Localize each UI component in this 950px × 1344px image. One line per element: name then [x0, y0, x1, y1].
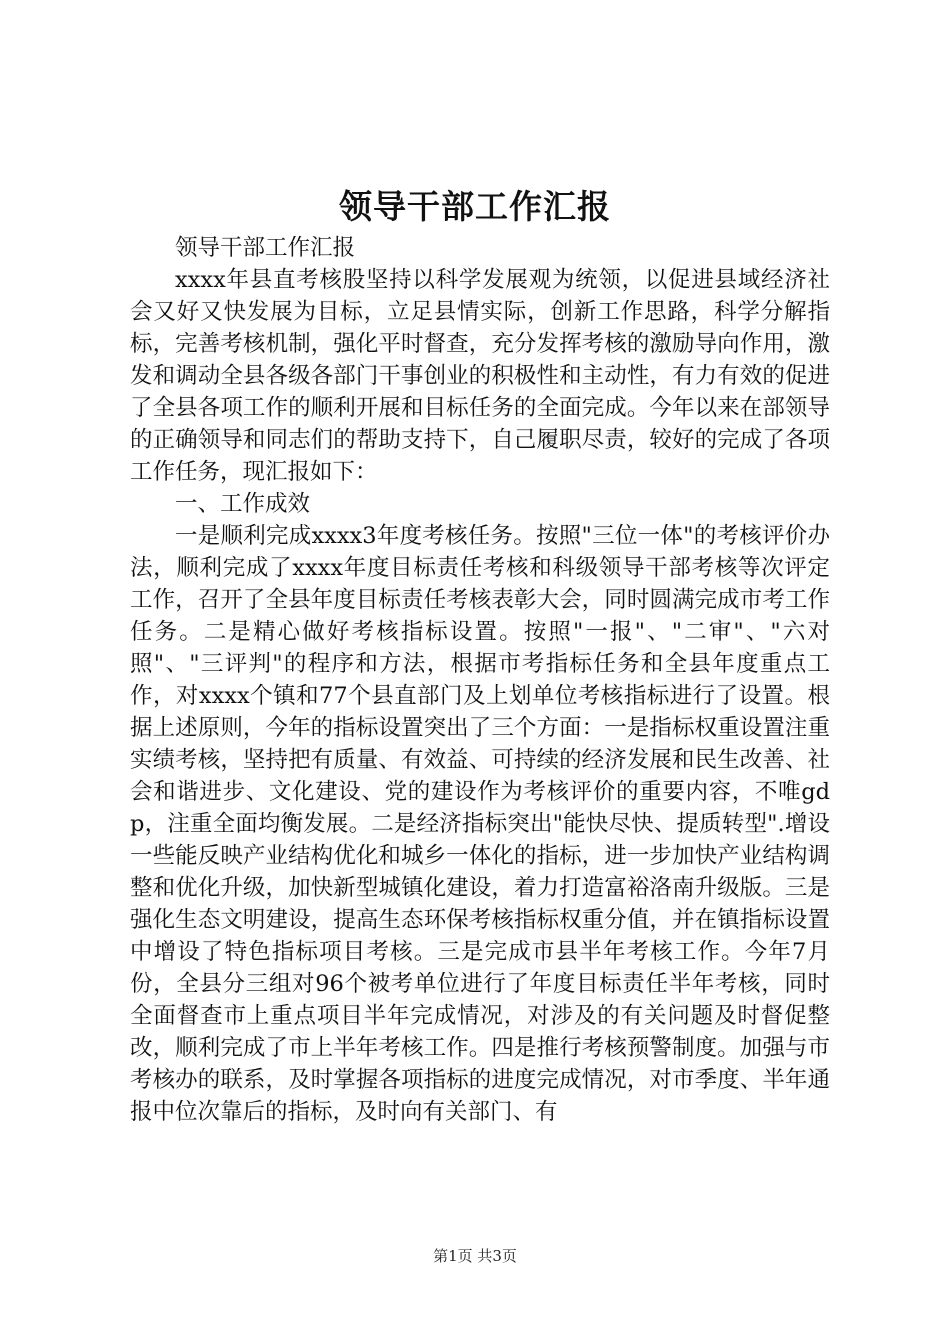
subtitle-paragraph: 领导干部工作汇报 — [175, 235, 356, 261]
intro-paragraph: xxxx年县直考核股坚持以科学发展观为统领，以促进县域经济社会又好又快发展为目标，立足县情实际，创新工作思路，科学分解指标，完善考核机制，强化平时督查，充分发挥考核的激励导向作用，激发和调动全县各级各部门干事创业的积极性和主动性，有力有效的促进了全县各项工作的顺利开展和目标任务的全面完成。今年以来在部领导的正确领导和同志们的帮助支持下，自己履职尽责，较好的完成了各项工作任务，现汇报如下： — [130, 267, 830, 485]
document-body — [130, 232, 830, 1128]
page-number: 第1页 共3页 — [433, 1247, 517, 1265]
document-title: 领导干部工作汇报 — [339, 187, 611, 226]
body-paragraph: 一是顺利完成xxxx3年度考核任务。按照"三位一体"的考核评价办法，顺利完成了xxxx年度目标责任考核和科级领导干部考核等次评定工作，召开了全县年度目标责任考核表彰大会，同时圆满完成市考工作任务。二是精心做好考核指标设置。按照"一报"、"二审"、"六对照"、"三评判"的程序和方法，根据市考指标任务和全县年度重点工作，对xxxx个镇和77个县直部门及上划单位考核指标进行了设置。根据上述原则，今年的指标设置突出了三个方面：一是指标权重设置注重实绩考核，坚持把有质量、有效益、可持续的经济发展和民生改善、社会和谐进步、文化建设、党的建设作为考核评价的重要内容，不唯gdp，注重全面均衡发展。二是经济指标突出"能快尽快、提质转型".增设一些能反映产业结构优化和城乡一体化的指标，进一步加快产业结构调整和优化升级，加快新型城镇化建设，着力打造富裕洛南升级版。三是强化生态文明建设，提高生态环保考核指标权重分值，并在镇指标设置中增设了特色指标项目考核。三是完成市县半年考核工作。今年7月份，全县分三组对96个被考单位进行了年度目标责任半年考核，同时全面督查市上重点项目半年完成情况，对涉及的有关问题及时督促整改，顺利完成了市上半年考核工作。四是推行考核预警制度。加强与市考核办的联系，及时掌握各项指标的进度完成情况，对市季度、半年通报中位次靠后的指标，及时向有关部门、有 — [130, 523, 830, 1125]
section-heading: 一、工作成效 — [175, 491, 311, 517]
